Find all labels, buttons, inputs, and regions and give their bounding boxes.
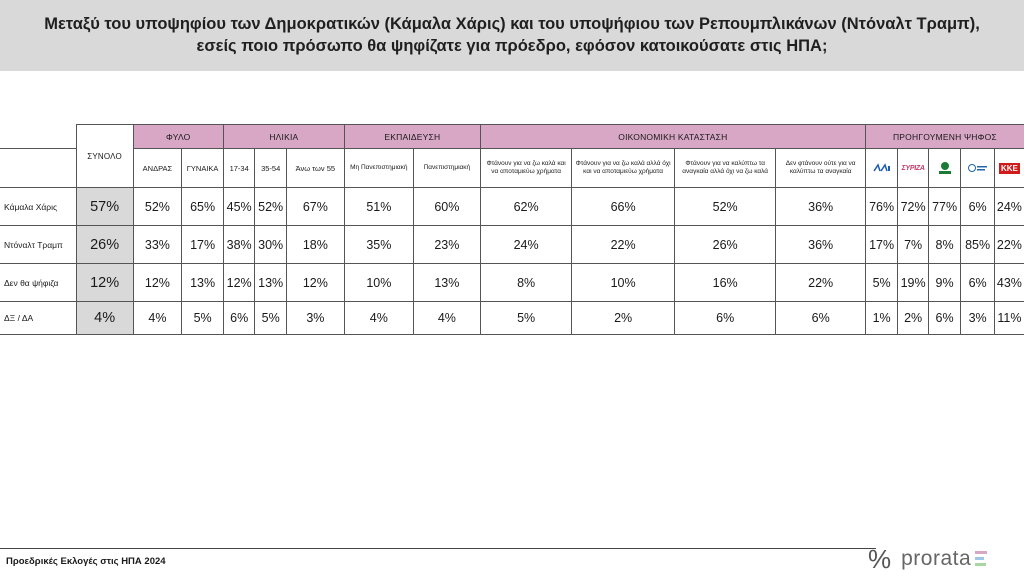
total-value: 12% [76, 264, 133, 302]
cell-value: 52% [255, 188, 286, 226]
cell-value: 24% [994, 188, 1024, 226]
cell-value: 6% [674, 302, 776, 335]
syriza-logo-icon: ΣΥΡΙΖΑ [901, 164, 925, 172]
cell-value: 8% [928, 226, 961, 264]
cell-value: 3% [286, 302, 344, 335]
poll-results-table [0, 124, 1024, 335]
kke-logo-icon: ΚΚΕ [1000, 163, 1018, 173]
column-header: 35-54 [255, 149, 286, 188]
group-header-education: ΕΚΠΑΙΔΕΥΣΗ [344, 125, 480, 149]
cell-value: 4% [413, 302, 480, 335]
group-header-economic-status: ΟΙΚΟΝΟΜΙΚΗ ΚΑΤΑΣΤΑΣΗ [480, 125, 865, 149]
cell-value: 2% [898, 302, 928, 335]
cell-value: 12% [223, 264, 254, 302]
cell-value: 6% [961, 188, 995, 226]
column-header: Πανεπιστημιακή [413, 149, 480, 188]
elliniki-lysi-logo-icon [968, 162, 988, 174]
party-column-syriza [898, 149, 928, 188]
brand-name: prorata [901, 547, 972, 570]
cell-value: 33% [133, 226, 182, 264]
cell-value: 36% [776, 188, 865, 226]
footer-caption: Προεδρικές Εκλογές στις ΗΠΑ 2024 [6, 556, 166, 567]
cell-value: 6% [961, 264, 995, 302]
party-column-kke [994, 149, 1024, 188]
cell-value: 16% [674, 264, 776, 302]
cell-value: 5% [865, 264, 898, 302]
cell-value: 9% [928, 264, 961, 302]
cell-value: 4% [133, 302, 182, 335]
cell-value: 13% [182, 264, 224, 302]
cell-value: 19% [898, 264, 928, 302]
cell-value: 72% [898, 188, 928, 226]
cell-value: 6% [776, 302, 865, 335]
total-column-header: ΣΥΝΟΛΟ [76, 125, 133, 188]
total-value: 26% [76, 226, 133, 264]
cell-value: 10% [572, 264, 675, 302]
column-header: Φτάνουν για να ζω καλά αλλά όχι και να αποταμιεύω χρήματα [572, 149, 675, 188]
column-header: ΑΝΔΡΑΣ [133, 149, 182, 188]
cell-value: 60% [413, 188, 480, 226]
cell-value: 4% [344, 302, 413, 335]
cell-value: 65% [182, 188, 224, 226]
total-value: 4% [76, 302, 133, 335]
cell-value: 62% [480, 188, 571, 226]
cell-value: 52% [133, 188, 182, 226]
cell-value: 5% [480, 302, 571, 335]
cell-value: 3% [961, 302, 995, 335]
cell-value: 7% [898, 226, 928, 264]
cell-value: 17% [182, 226, 224, 264]
cell-value: 22% [572, 226, 675, 264]
column-header: Μη Πανεπιστημιακή [344, 149, 413, 188]
column-header: Άνω των 55 [286, 149, 344, 188]
cell-value: 8% [480, 264, 571, 302]
cell-value: 52% [674, 188, 776, 226]
group-header-age: ΗΛΙΚΙΑ [223, 125, 344, 149]
cell-value: 77% [928, 188, 961, 226]
group-header-gender: ΦΥΛΟ [133, 125, 223, 149]
brand-symbol: % [868, 543, 892, 574]
party-column-pasok [928, 149, 961, 188]
cell-value: 13% [413, 264, 480, 302]
cell-value: 76% [865, 188, 898, 226]
column-header: 17-34 [223, 149, 254, 188]
cell-value: 35% [344, 226, 413, 264]
party-column-nd [865, 149, 898, 188]
total-value: 57% [76, 188, 133, 226]
column-header: Φτάνουν για να ζω καλά και να αποταμιεύω χρήματα [480, 149, 571, 188]
cell-value: 85% [961, 226, 995, 264]
cell-value: 67% [286, 188, 344, 226]
row-label: Κάμαλα Χάρις [0, 188, 76, 226]
column-header: ΓΥΝΑΙΚΑ [182, 149, 224, 188]
cell-value: 45% [223, 188, 254, 226]
page-title: Μεταξύ του υποψηφίου των Δημοκρατικών (Κάμαλα Χάρις) και του υποψήφιου των Ρεπουμπλικάνων (Ντόναλτ Τραμπ), εσείς ποιο πρόσωπο θα ψηφίζατε για πρόεδρο, εφόσον κατοικούσατε στις ΗΠΑ; [44, 15, 980, 55]
row-label: ΔΞ / ΔΑ [0, 302, 76, 335]
title-banner [0, 0, 1024, 71]
cell-value: 22% [776, 264, 865, 302]
cell-value: 18% [286, 226, 344, 264]
cell-value: 22% [994, 226, 1024, 264]
column-header: Δεν φτάνουν ούτε για να καλύπτω τα αναγκαία [776, 149, 865, 188]
cell-value: 12% [133, 264, 182, 302]
cell-value: 36% [776, 226, 865, 264]
brand-bars-icon [975, 550, 987, 568]
cell-value: 43% [994, 264, 1024, 302]
table-row [0, 302, 1024, 335]
cell-value: 5% [255, 302, 286, 335]
group-header-previous-vote: ΠΡΟΗΓΟΥΜΕΝΗ ΨΗΦΟΣ [865, 125, 1024, 149]
table-row [0, 264, 1024, 302]
footer-divider [0, 548, 876, 549]
cell-value: 12% [286, 264, 344, 302]
cell-value: 24% [480, 226, 571, 264]
cell-value: 51% [344, 188, 413, 226]
table-row [0, 226, 1024, 264]
cell-value: 23% [413, 226, 480, 264]
cell-value: 10% [344, 264, 413, 302]
nd-logo-icon [872, 163, 892, 173]
cell-value: 1% [865, 302, 898, 335]
cell-value: 5% [182, 302, 224, 335]
cell-value: 66% [572, 188, 675, 226]
pasok-logo-icon [935, 161, 955, 175]
cell-value: 17% [865, 226, 898, 264]
cell-value: 30% [255, 226, 286, 264]
cell-value: 38% [223, 226, 254, 264]
cell-value: 2% [572, 302, 675, 335]
prorata-logo [868, 544, 987, 574]
cell-value: 11% [994, 302, 1024, 335]
cell-value: 6% [928, 302, 961, 335]
row-label: Δεν θα ψήφιζα [0, 264, 76, 302]
row-label: Ντόναλτ Τραμπ [0, 226, 76, 264]
column-header: Φτάνουν για να καλύπτω τα αναγκαία αλλά όχι να ζω καλά [674, 149, 776, 188]
cell-value: 13% [255, 264, 286, 302]
cell-value: 26% [674, 226, 776, 264]
table-row [0, 188, 1024, 226]
cell-value: 6% [223, 302, 254, 335]
party-column-elliniki-lysi [961, 149, 995, 188]
